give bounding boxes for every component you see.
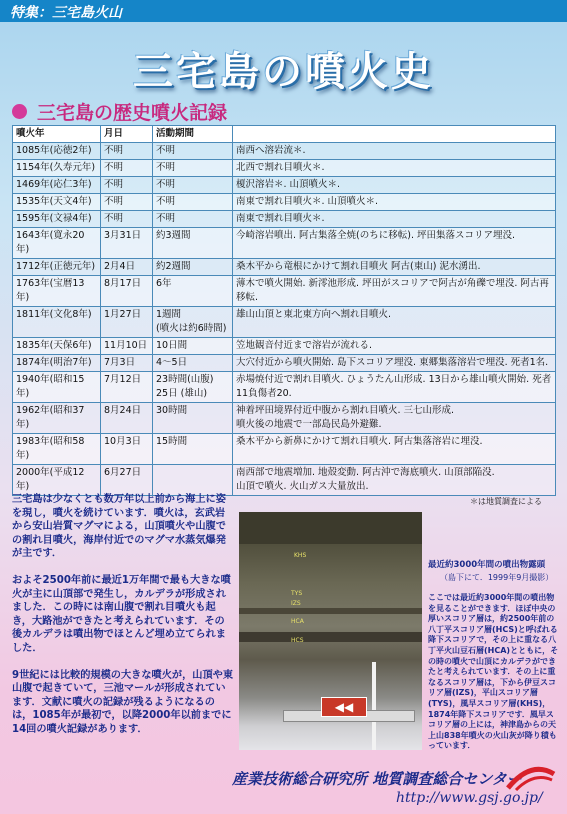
photo-layer-band	[239, 608, 422, 614]
table-row	[13, 465, 556, 496]
table-header-row	[13, 126, 556, 143]
photo-caption-subtitle: （島下にて．1999年9月撮影）	[440, 573, 554, 582]
cell-date: 不明	[101, 211, 153, 228]
cell-date: 不明	[101, 194, 153, 211]
layer-label: TYS	[291, 590, 303, 597]
cell-duration: 不明	[153, 194, 233, 211]
cell-date: 不明	[101, 143, 153, 160]
institute-name: 産業技術総合研究所 地質調査総合センター	[232, 770, 522, 788]
header-year: 噴火年	[13, 126, 101, 143]
cell-date: 1月27日	[101, 307, 153, 338]
website-url[interactable]: http://www.gsj.go.jp/	[396, 790, 543, 806]
cell-description: 榎沢溶岩＊. 山頂噴火＊.	[233, 177, 556, 194]
cell-description: 南西部で地震増加. 地殻変動. 阿古沖で海底噴火. 山頂部陥没. 山頂で噴火. 火山ガス大量放出.	[233, 465, 556, 496]
cell-date: 7月3日	[101, 355, 153, 372]
gsj-logo-icon	[506, 764, 556, 792]
cell-date: 10月3日	[101, 434, 153, 465]
cell-duration: 不明	[153, 177, 233, 194]
cell-duration: 6年	[153, 276, 233, 307]
cell-year: 1983年(昭和58年)	[13, 434, 101, 465]
cell-duration: 10日間	[153, 338, 233, 355]
table-row	[13, 307, 556, 338]
footnote: ＊は地質調査による	[470, 497, 542, 506]
cell-description: 神着坪田境界付近中腹から割れ目噴火. 三七山形成. 噴火後の地震で一部島民島外避難.	[233, 403, 556, 434]
cell-year: 1085年(応徳2年)	[13, 143, 101, 160]
cell-date: 11月10日	[101, 338, 153, 355]
cell-duration: 1週間 (噴火は約6時間)	[153, 307, 233, 338]
cell-description: 桑木平から竜根にかけて割れ目噴火 阿古(東山) 泥水湧出.	[233, 259, 556, 276]
cell-duration: 23時間(山腹) 25日 (雄山)	[153, 372, 233, 403]
paragraph-3: 9世紀には比較的規模の大きな噴火が，山頂や東山腹で起きていて，三池マールが形成されています．文献に噴火の記録が残るようになるのは，1085年が最初で，以降2000年以前までに14回の噴火記録があります．	[12, 669, 234, 735]
cell-year: 1940年(昭和15年)	[13, 372, 101, 403]
paragraph-2: およそ2500年前に最近1万年間で最も大きな噴火が主に山頂部で発生し，カルデラが形成されました．この時には南山腹で割れ目噴火も起き，大路池ができたと考えられています．その後カルデラは噴出物でほとんど埋め立てられました．	[12, 574, 231, 654]
table-row	[13, 372, 556, 403]
table-row	[13, 355, 556, 372]
cell-duration: 30時間	[153, 403, 233, 434]
cell-description: 南東で割れ目噴火＊. 山頂噴火＊.	[233, 194, 556, 211]
outcrop-photo	[239, 512, 422, 750]
body-text	[12, 493, 234, 750]
cell-description: 桑木平から新鼻にかけて割れ目噴火. 阿古集落溶岩に埋没.	[233, 434, 556, 465]
bullet-dot-icon	[12, 104, 27, 119]
cell-date: 7月12日	[101, 372, 153, 403]
cell-year: 1712年(正徳元年)	[13, 259, 101, 276]
table-row	[13, 338, 556, 355]
table-row	[13, 434, 556, 465]
cell-date: 3月31日	[101, 228, 153, 259]
cell-year: 2000年(平成12年)	[13, 465, 101, 496]
cell-description: 南東で割れ目噴火＊.	[233, 211, 556, 228]
cell-description: 北西で割れ目噴火＊.	[233, 160, 556, 177]
cell-duration: 不明	[153, 160, 233, 177]
cell-description: 今崎溶岩噴出. 阿古集落全焼(のちに移転). 坪田集落スコリア埋没.	[233, 228, 556, 259]
cell-year: 1535年(天文4年)	[13, 194, 101, 211]
table-row	[13, 211, 556, 228]
table-row	[13, 228, 556, 259]
cell-date: 2月4日	[101, 259, 153, 276]
layer-label: HCS	[291, 637, 304, 644]
table-row	[13, 177, 556, 194]
eruption-history-table	[12, 125, 556, 496]
cell-date: 6月27日	[101, 465, 153, 496]
paragraph-1: 三宅島は少なくとも数万年以上前から海上に姿を現し，噴火を続けています．噴火は，玄武岩から安山岩質マグマによる，山頂噴火や山腹での割れ目噴火，海岸付近でのマグマ水蒸気爆発が主です．	[12, 494, 226, 560]
feature-label: 特集：三宅島火山	[10, 5, 122, 21]
photo-vegetation	[239, 512, 422, 544]
cell-duration: 不明	[153, 143, 233, 160]
cell-year: 1595年(文禄4年)	[13, 211, 101, 228]
cell-duration: 4～5日	[153, 355, 233, 372]
top-banner	[0, 0, 567, 22]
cell-date: 8月17日	[101, 276, 153, 307]
cell-description: 笠地観音付近まで溶岩が流れる.	[233, 338, 556, 355]
cell-year: 1811年(文化8年)	[13, 307, 101, 338]
cell-duration: 15時間	[153, 434, 233, 465]
cell-date: 不明	[101, 160, 153, 177]
header-description	[233, 126, 556, 143]
cell-year: 1154年(久寿元年)	[13, 160, 101, 177]
arrow-sign-icon: ◀◀	[321, 697, 367, 717]
cell-year: 1962年(昭和37年)	[13, 403, 101, 434]
header-duration: 活動期間	[153, 126, 233, 143]
cell-duration	[153, 465, 233, 496]
cell-description: 大穴付近から噴火開始. 島下スコリア埋没. 東郷集落溶岩で埋没. 死者1名.	[233, 355, 556, 372]
layer-label: HCA	[291, 618, 304, 625]
cell-year: 1763年(宝暦13年)	[13, 276, 101, 307]
cell-description: 南西へ溶岩流＊.	[233, 143, 556, 160]
cell-description: 赤場焼付近で割れ目噴火. ひょうたん山形成. 13日から雄山噴火開始. 死者11負傷者20.	[233, 372, 556, 403]
cell-description: 薄木で噴火開始. 新澪池形成. 坪田がスコリアで阿古が角礫で埋没. 阿古再移転.	[233, 276, 556, 307]
cell-duration: 約3週間	[153, 228, 233, 259]
cell-duration: 不明	[153, 211, 233, 228]
cell-date: 8月24日	[101, 403, 153, 434]
table-row	[13, 259, 556, 276]
photo-caption-text: ここでは最近約3000年間の噴出物を見ることができます．ほぼ中央の厚いスコリア層は，約2500年前の八丁平スコリア層(HCS)と呼ばれる降下スコリアで，その上に重なる八丁平火山豆石層(HCA)とともに，その時の噴火で山頂にカルデラができたと考えられています．その上に重なるスコリア層は，下から伊豆スコリア層(IZS)，平山スコリア層(TYS)，風早スコリア層(KHS)，1874年降下スコリアです．風早スコリア層の上には，神津島からの天上山838年噴火の火山灰が降り積もっています．	[428, 593, 559, 751]
table-row	[13, 160, 556, 177]
table-row	[13, 143, 556, 160]
table-row	[13, 403, 556, 434]
cell-year: 1835年(天保6年)	[13, 338, 101, 355]
cell-year: 1874年(明治7年)	[13, 355, 101, 372]
table-row	[13, 276, 556, 307]
table-row	[13, 194, 556, 211]
photo-caption-title: 最近約3000年間の噴出物露頭	[428, 560, 546, 570]
layer-label: KHS	[294, 552, 307, 559]
cell-description: 雄山山頂と東北東方向へ割れ目噴火.	[233, 307, 556, 338]
layer-label: IZS	[291, 600, 301, 607]
header-date: 月日	[101, 126, 153, 143]
photo-post	[372, 662, 376, 750]
cell-year: 1643年(寛永20年)	[13, 228, 101, 259]
cell-duration: 約2週間	[153, 259, 233, 276]
section-heading	[12, 98, 227, 125]
page-title: 三宅島の噴火史	[133, 49, 434, 95]
section-title: 三宅島の歴史噴火記録	[37, 102, 228, 124]
photo-layer-band	[239, 632, 422, 642]
cell-date: 不明	[101, 177, 153, 194]
cell-year: 1469年(応仁3年)	[13, 177, 101, 194]
